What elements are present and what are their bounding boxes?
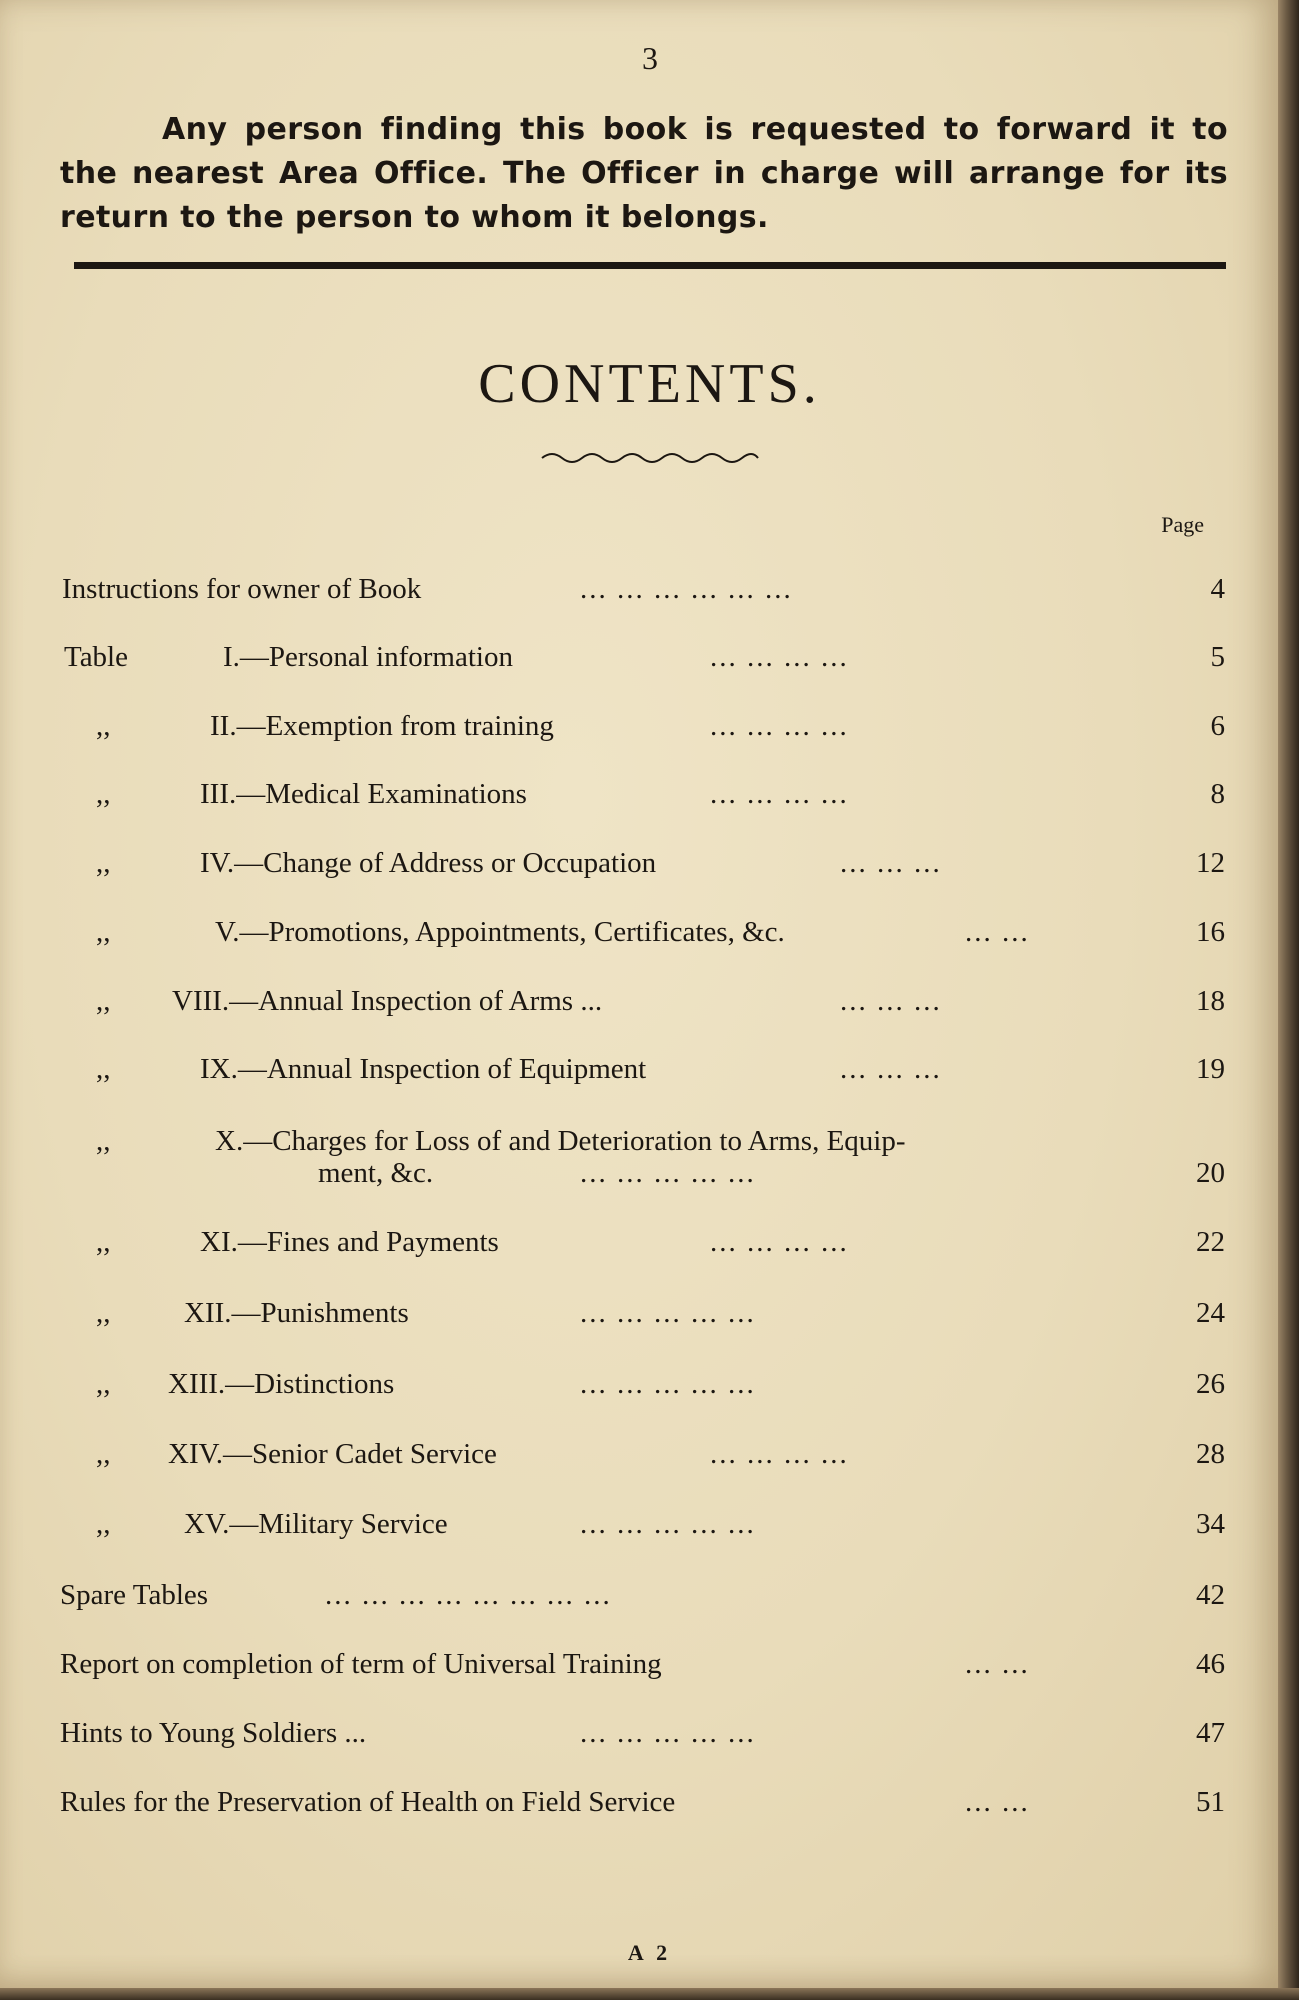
toc-entry-page: 12 bbox=[1196, 847, 1225, 879]
lost-book-notice: Any person finding this book is requested to forward it to the nearest Area Office. The Officer in charge will arrange for its return to the person to whom it belongs. bbox=[60, 112, 1228, 235]
toc-entry-leader-dots: ... ... ... bbox=[840, 985, 942, 1017]
toc-entry-prefix: Table bbox=[64, 641, 128, 673]
toc-entry-page: 6 bbox=[1210, 710, 1225, 742]
toc-entry-page: 4 bbox=[1210, 573, 1225, 605]
toc-entry-title: XII.—Punishments bbox=[184, 1297, 409, 1329]
toc-entry-prefix: ,, bbox=[96, 847, 111, 879]
toc-entry-page: 24 bbox=[1196, 1297, 1225, 1329]
toc-entry-leader-dots: ... ... ... ... bbox=[710, 1226, 849, 1258]
toc-entry-leader-dots: ... ... ... ... ... ... ... ... bbox=[325, 1579, 612, 1611]
page-number: 3 bbox=[642, 40, 658, 76]
toc-entry-page: 51 bbox=[1196, 1786, 1225, 1818]
toc-entry-prefix: ,, bbox=[96, 985, 111, 1017]
page-bottom-edge bbox=[0, 1988, 1299, 2000]
toc-entry-page: 34 bbox=[1196, 1508, 1225, 1540]
toc-entry-leader-dots: ... ... ... ... ... bbox=[580, 1717, 756, 1749]
toc-entry-leader-dots: ... ... bbox=[965, 1648, 1030, 1680]
toc-entry-title: XI.—Fines and Payments bbox=[200, 1226, 499, 1258]
toc-entry-page: 22 bbox=[1196, 1226, 1225, 1258]
toc-entry-leader-dots: ... ... ... bbox=[840, 847, 942, 879]
toc-entry-page: 8 bbox=[1210, 778, 1225, 810]
toc-entry-leader-dots: ... ... ... ... ... bbox=[580, 1157, 756, 1189]
heavy-rule-divider bbox=[74, 262, 1226, 269]
toc-entry-page: 18 bbox=[1196, 985, 1225, 1017]
toc-entry-leader-dots: ... ... ... ... ... bbox=[580, 1368, 756, 1400]
toc-entry-title: Instructions for owner of Book bbox=[62, 573, 422, 605]
toc-entry-prefix: ,, bbox=[96, 1125, 111, 1157]
toc-entry-title: Report on completion of term of Universal Training bbox=[60, 1648, 662, 1680]
toc-entry-leader-dots: ... ... ... ... bbox=[710, 641, 849, 673]
page-column-label: Page bbox=[1161, 512, 1204, 537]
toc-entry-prefix: ,, bbox=[96, 1297, 111, 1329]
contents-heading: CONTENTS. bbox=[478, 353, 821, 415]
toc-entry-prefix: ,, bbox=[96, 778, 111, 810]
signature-mark: A 2 bbox=[627, 1940, 672, 1965]
toc-entry-title: XIV.—Senior Cadet Service bbox=[168, 1438, 497, 1470]
toc-entry-prefix: ,, bbox=[96, 1368, 111, 1400]
toc-entry-title: XIII.—Distinctions bbox=[168, 1368, 395, 1400]
wavy-flourish-ornament bbox=[540, 448, 760, 468]
toc-entry-page: 20 bbox=[1196, 1157, 1225, 1189]
toc-entry-page: 19 bbox=[1196, 1053, 1225, 1085]
toc-entry-title: III.—Medical Examinations bbox=[200, 778, 527, 810]
toc-entry-leader-dots: ... ... ... bbox=[840, 1053, 942, 1085]
toc-entry-title: IV.—Change of Address or Occupation bbox=[200, 847, 657, 879]
toc-entry-prefix: ,, bbox=[96, 916, 111, 948]
toc-entry-leader-dots: ... ... ... ... ... bbox=[580, 1297, 756, 1329]
toc-entry-title: Hints to Young Soldiers ... bbox=[60, 1717, 367, 1749]
toc-entry-leader-dots: ... ... ... ... ... bbox=[580, 1508, 756, 1540]
toc-entry-leader-dots: ... ... ... ... ... ... bbox=[580, 573, 793, 605]
toc-entry-page: 47 bbox=[1196, 1717, 1225, 1749]
toc-entry-leader-dots: ... ... ... ... bbox=[710, 710, 849, 742]
toc-entry-prefix: ,, bbox=[96, 1053, 111, 1085]
toc-entry-prefix: ,, bbox=[96, 710, 111, 742]
toc-entry-page: 42 bbox=[1196, 1579, 1225, 1611]
toc-entry-title: I.—Personal information bbox=[223, 641, 513, 673]
toc-entry-title: VIII.—Annual Inspection of Arms ... bbox=[172, 985, 603, 1017]
toc-entry-leader-dots: ... ... bbox=[965, 916, 1030, 948]
toc-entry-page: 16 bbox=[1196, 916, 1225, 948]
toc-entry-prefix: ,, bbox=[96, 1438, 111, 1470]
toc-entry-page: 5 bbox=[1210, 641, 1225, 673]
toc-entry-title: X.—Charges for Loss of and Deterioration to Arms, Equip- bbox=[215, 1125, 906, 1157]
toc-entry-page: 28 bbox=[1196, 1438, 1225, 1470]
toc-entry-prefix: ,, bbox=[96, 1508, 111, 1540]
toc-entry-title: Rules for the Preservation of Health on Field Service bbox=[60, 1786, 676, 1818]
toc-entry-prefix: ,, bbox=[96, 1226, 111, 1258]
toc-entry-page: 46 bbox=[1196, 1648, 1225, 1680]
page-edge-shadow bbox=[1278, 0, 1299, 2000]
toc-entry-title: II.—Exemption from training bbox=[210, 710, 554, 742]
toc-entry-title: V.—Promotions, Appointments, Certificates, &c. bbox=[215, 916, 785, 948]
toc-entry-leader-dots: ... ... ... ... bbox=[710, 1438, 849, 1470]
toc-entry-title: Spare Tables bbox=[60, 1579, 209, 1611]
toc-entry-leader-dots: ... ... ... ... bbox=[710, 778, 849, 810]
toc-entry-title: IX.—Annual Inspection of Equipment bbox=[200, 1053, 647, 1085]
toc-entry-title: XV.—Military Service bbox=[184, 1508, 448, 1540]
toc-entry-page: 26 bbox=[1196, 1368, 1225, 1400]
toc-entry-continuation: ment, &c. bbox=[318, 1157, 434, 1189]
toc-entry-leader-dots: ... ... bbox=[965, 1786, 1030, 1818]
